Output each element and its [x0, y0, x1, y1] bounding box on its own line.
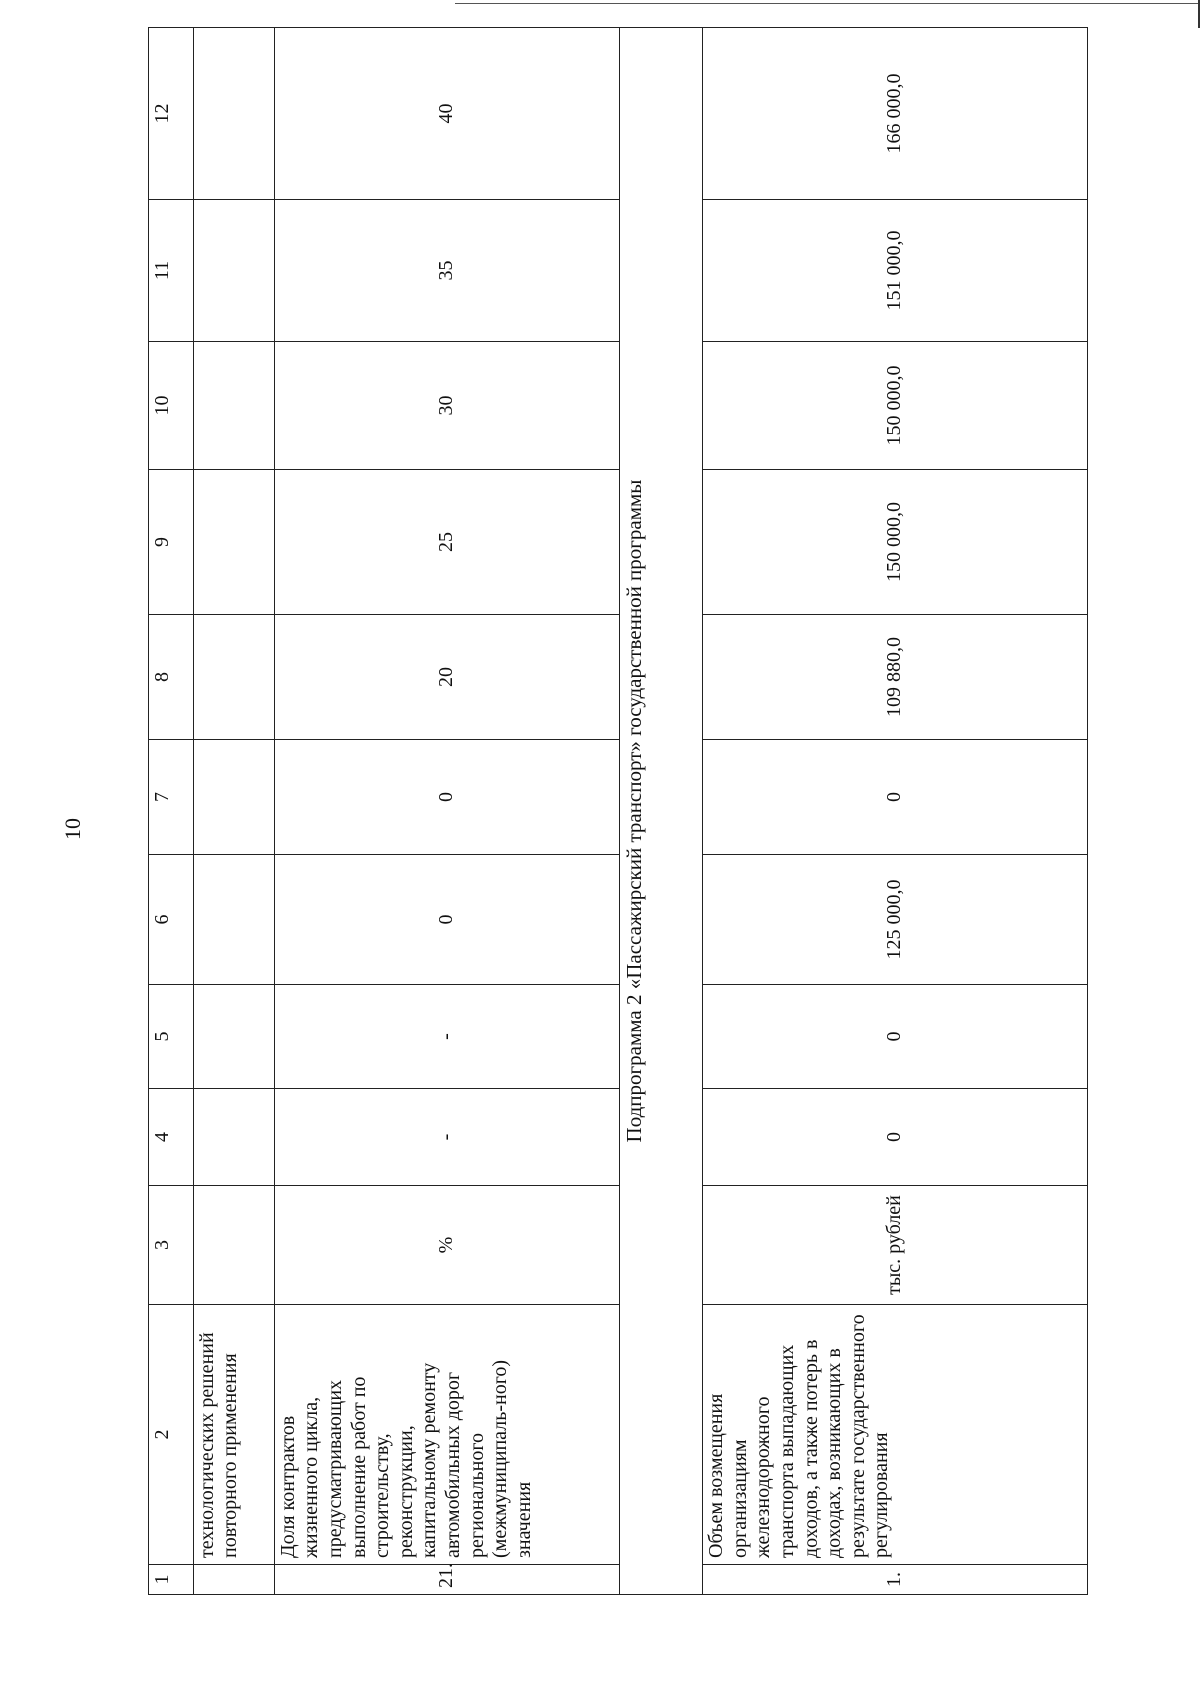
value-cell — [193, 985, 274, 1089]
indicator-name: технологических решений повторного применения — [193, 1305, 274, 1565]
value-cell: 0 — [703, 985, 1088, 1089]
header-cell: 7 — [149, 740, 194, 855]
unit-cell: тыс. рублей — [703, 1186, 1088, 1305]
value-cell: 35 — [274, 200, 619, 342]
indicator-name: Объем возмещения организациям железнодорожного транспорта выпадающих доходов, а также потерь в доходах, возникающих в результате государственного регулирования — [703, 1305, 1088, 1565]
header-cell: 8 — [149, 615, 194, 740]
value-cell: 40 — [274, 28, 619, 200]
value-cell: 151 000,0 — [703, 200, 1088, 342]
value-cell: 150 000,0 — [703, 342, 1088, 470]
unit-cell — [193, 1186, 274, 1305]
value-cell: 0 — [274, 740, 619, 855]
header-row — [149, 28, 194, 1595]
scan-edge-top — [455, 0, 1200, 4]
value-cell — [193, 470, 274, 615]
value-cell — [193, 740, 274, 855]
value-cell: 0 — [703, 1089, 1088, 1186]
value-cell: 109 880,0 — [703, 615, 1088, 740]
row-number: 21. — [274, 1565, 619, 1595]
indicators-table — [148, 27, 1088, 1595]
unit-cell: % — [274, 1186, 619, 1305]
header-cell: 5 — [149, 985, 194, 1089]
indicator-name: Доля контрактов жизненного цикла, предусматривающих выполнение работ по строительству, реконструкции, капитальному ремонту автомобильных дорог регионального (межмуниципаль-ного) значения — [274, 1305, 619, 1565]
table-row — [274, 28, 619, 1595]
row-number: 1. — [703, 1565, 1088, 1595]
value-cell: 20 — [274, 615, 619, 740]
value-cell: 150 000,0 — [703, 470, 1088, 615]
header-cell: 3 — [149, 1186, 194, 1305]
value-cell — [193, 28, 274, 200]
value-cell: 125 000,0 — [703, 855, 1088, 985]
value-cell — [193, 615, 274, 740]
value-cell — [193, 855, 274, 985]
header-cell: 2 — [149, 1305, 194, 1565]
subprogram-row — [620, 28, 703, 1595]
value-cell: 0 — [274, 855, 619, 985]
header-cell: 9 — [149, 470, 194, 615]
rotated-table-container — [148, 28, 1088, 1595]
value-cell — [193, 1089, 274, 1186]
header-cell: 6 — [149, 855, 194, 985]
value-cell — [193, 200, 274, 342]
table-row — [193, 28, 274, 1595]
value-cell: 166 000,0 — [703, 28, 1088, 200]
value-cell: 30 — [274, 342, 619, 470]
page-number: 10 — [60, 818, 85, 840]
subprogram-title: Подпрограмма 2 «Пассажирский транспорт» государственной программы — [620, 28, 703, 1595]
header-cell: 1 — [149, 1565, 194, 1595]
value-cell: - — [274, 985, 619, 1089]
header-cell: 4 — [149, 1089, 194, 1186]
header-cell: 10 — [149, 342, 194, 470]
header-cell: 11 — [149, 200, 194, 342]
table-row — [703, 28, 1088, 1595]
value-cell: - — [274, 1089, 619, 1186]
row-number — [193, 1565, 274, 1595]
header-cell: 12 — [149, 28, 194, 200]
value-cell: 0 — [703, 740, 1088, 855]
value-cell: 25 — [274, 470, 619, 615]
value-cell — [193, 342, 274, 470]
